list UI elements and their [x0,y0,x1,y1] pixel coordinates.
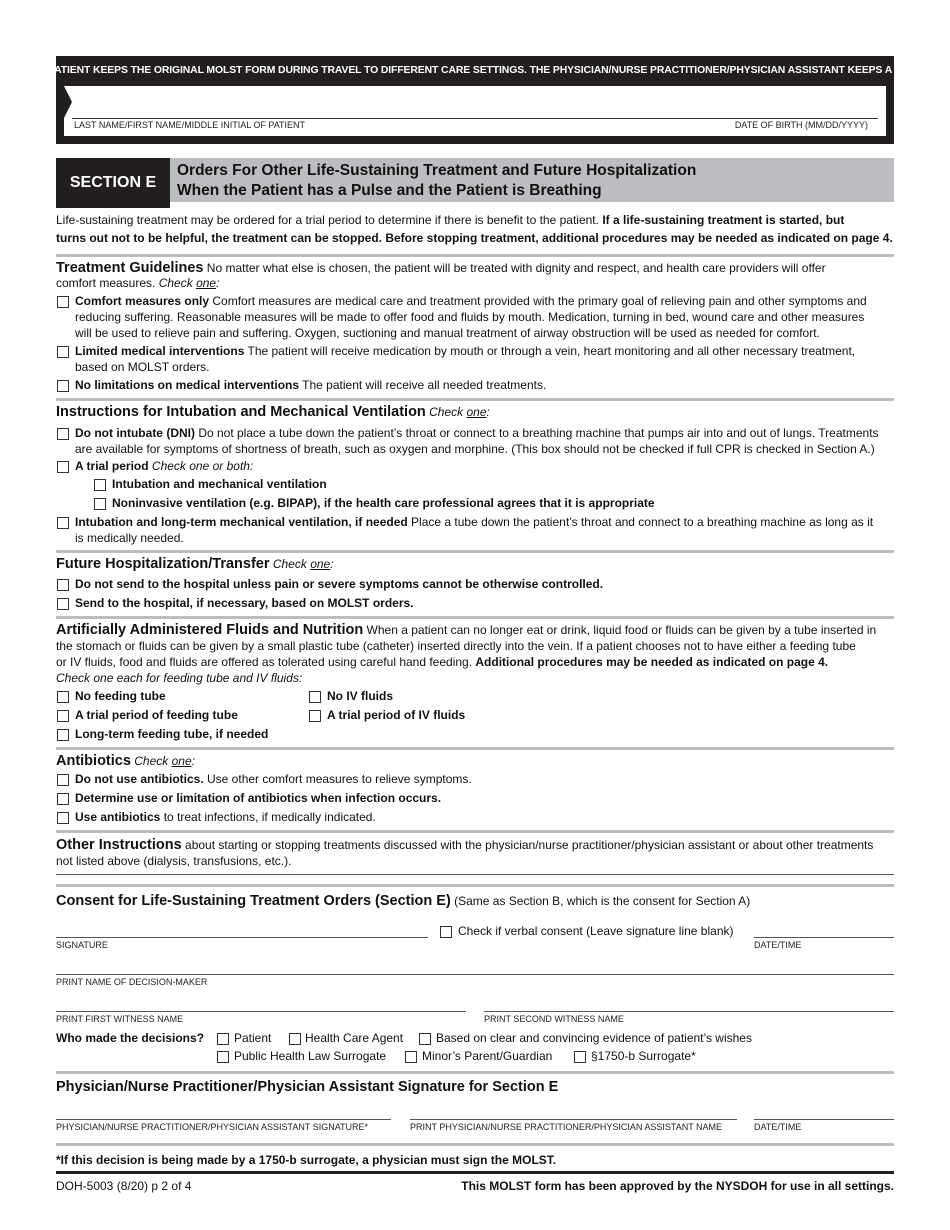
section-title-line1: Orders For Other Life-Sustaining Treatment and Future Hospitalization [177,162,697,179]
verbal-consent-checkbox[interactable] [440,926,452,938]
1750b-surrogate-label: §1750-b Surrogate* [591,1049,696,1063]
arrow-marker-icon [64,86,72,118]
witness2-label: PRINT SECOND WITNESS NAME [484,1014,624,1024]
consent-datetime-line[interactable] [754,937,894,938]
check-word: one [466,405,487,419]
comfort-desc1: Comfort measures are medical care and treatment provided with the primary goal of relieving pain and other symptoms and [209,294,867,308]
trial-label: A trial period [75,459,149,473]
limited-desc1: The patient will receive medication by mouth or through a vein, heart monitoring and all other necessary treatment, [244,344,856,358]
no-limitations-checkbox[interactable] [57,380,69,392]
section-title [170,158,894,202]
physician-datetime-line[interactable] [754,1119,894,1120]
other-instructions-line[interactable] [56,874,894,875]
check-colon: : [486,405,490,419]
longterm-ventilation-checkbox[interactable] [57,517,69,529]
comfort-line3: will be used to relieve pain and suffering. Oxygen, suctioning and manual treatment of airway obstruction will be used as needed for comfort. [75,326,820,340]
consent-datetime-label: DATE/TIME [754,940,802,950]
physician-signature-label: PHYSICIAN/NURSE PRACTITIONER/PHYSICIAN ASSISTANT SIGNATURE* [56,1122,369,1132]
send-hospital-checkbox[interactable] [57,598,69,610]
dni-line1 [75,425,879,441]
divider [56,616,894,619]
trial-feeding-tube-checkbox[interactable] [57,710,69,722]
fluids-line2: the stomach or fluids can be given by a small plastic tube (catheter) inserted directly into the vein. If a patient chooses not to have either a feeding tube [56,639,856,653]
check-word: one [171,754,192,768]
comfort-line2: reducing suffering. Reasonable measures will be made to offer food and fluids by mouth. Medication, turning in bed, wound care and other measures [75,310,865,324]
use-antibiotics-desc: to treat infections, if medically indicated. [160,810,376,824]
health-care-agent-label: Health Care Agent [305,1031,404,1045]
divider [56,1143,894,1146]
no-antibiotics-checkbox[interactable] [57,774,69,786]
form-id: DOH-5003 (8/20) p 2 of 4 [56,1179,192,1193]
antibiotics-heading-line [56,753,195,769]
longterm-desc1: Place a tube down the patient’s throat and connect to a breathing machine as long as it [407,515,874,529]
fluids-heading: Artificially Administered Fluids and Nutrition [56,622,364,638]
noninvasive-ventilation-label: Noninvasive ventilation (e.g. BIPAP), if the health care professional agrees that it is appropriate [112,496,655,510]
longterm-line2: is medically needed. [75,531,184,545]
fluids-desc3: or IV fluids, food and fluids are offered as tolerated using careful hand feeding. [56,655,476,669]
treatment-desc2: comfort measures. [56,276,159,290]
other-heading-line [56,837,873,853]
longterm-line1 [75,514,873,530]
surrogate-note: *If this decision is being made by a 1750-b surrogate, a physician must sign the MOLST. [56,1153,557,1167]
fluids-line3 [56,654,828,670]
no-hospital-label: Do not send to the hospital unless pain or severe symptoms cannot be otherwise controlled. [75,577,604,591]
comfort-measures-checkbox[interactable] [57,296,69,308]
check-prefix: Check [425,405,467,419]
approval-note: This MOLST form has been approved by the NYSDOH for use in all settings. [461,1179,894,1193]
check-word: one [310,557,331,571]
consent-note: (Same as Section B, which is the consent for Section A) [450,894,751,908]
divider [56,1071,894,1074]
fluids-desc1: When a patient can no longer eat or drink, liquid food or fluids can be given by a tube inserted in [363,623,877,637]
minor-parent-checkbox[interactable] [405,1051,417,1063]
intro-line1 [56,212,844,228]
trial-feeding-tube-label: A trial period of feeding tube [75,708,238,722]
dni-checkbox[interactable] [57,428,69,440]
antibiotics-heading: Antibiotics [56,753,131,769]
other-heading: Other Instructions [56,837,182,853]
hospital-heading: Future Hospitalization/Transfer [56,556,270,572]
check-prefix: Check [130,754,172,768]
witness1-label: PRINT FIRST WITNESS NAME [56,1014,184,1024]
who-decided-label: Who made the decisions? [56,1031,205,1045]
divider [56,398,894,401]
physician-name-label: PRINT PHYSICIAN/NURSE PRACTITIONER/PHYSICIAN ASSISTANT NAME [410,1122,723,1132]
no-antibiotics-desc: Use other comfort measures to relieve symptoms. [203,772,472,786]
check-prefix: Check [269,557,311,571]
treatment-desc: No matter what else is chosen, the patient will be treated with dignity and respect, and health care providers will offer [203,261,826,275]
treatment-heading: Treatment Guidelines [56,260,204,276]
limited-interventions-checkbox[interactable] [57,346,69,358]
clear-evidence-label: Based on clear and convincing evidence of patient’s wishes [436,1031,752,1045]
footer-bar [56,1171,894,1174]
intro-text: Life-sustaining treatment may be ordered for a trial period to determine if there is benefit to the patient. [56,213,603,227]
nolimit-label: No limitations on medical interventions [75,378,300,392]
no-feeding-tube-checkbox[interactable] [57,691,69,703]
witness1-line[interactable] [56,1011,466,1012]
fluids-bold: Additional procedures may be needed as indicated on page 4. [475,655,829,669]
no-antibiotics-label: Do not use antibiotics. [75,772,204,786]
check-colon: : [216,276,220,290]
comfort-line1 [75,293,867,309]
dni-label: Do not intubate (DNI) [75,426,195,440]
verbal-consent-label: Check if verbal consent (Leave signature line blank) [458,924,734,938]
longterm-feeding-tube-label: Long-term feeding tube, if needed [75,727,269,741]
determine-antibiotics-label: Determine use or limitation of antibiotics when infection occurs. [75,791,442,805]
divider [56,747,894,750]
limited-line1 [75,343,855,359]
1750b-surrogate-checkbox[interactable] [574,1051,586,1063]
section-title-line2: When the Patient has a Pulse and the Patient is Breathing [177,182,602,199]
use-antibiotics-label: Use antibiotics [75,810,161,824]
treatment-heading-line [56,260,826,276]
check-prefix: Check [158,276,197,290]
trial-period-checkbox[interactable] [57,461,69,473]
physician-name-line[interactable] [410,1119,737,1120]
other-desc1: about starting or stopping treatments discussed with the physician/nurse practitioner/physician assistant or about other treatments [181,838,874,852]
divider [56,884,894,887]
no-iv-fluids-label: No IV fluids [327,689,393,703]
patient-name-label: LAST NAME/FIRST NAME/MIDDLE INITIAL OF PATIENT [74,120,306,130]
section-badge: SECTION E [56,158,170,208]
clear-evidence-checkbox[interactable] [419,1033,431,1045]
patient-info-field[interactable] [64,86,886,136]
intubation-ventilation-checkbox[interactable] [94,479,106,491]
divider [56,830,894,833]
trial-iv-fluids-label: A trial period of IV fluids [327,708,466,722]
limited-line2: based on MOLST orders. [75,360,210,374]
trial-line [75,458,253,474]
patient-header [24,56,926,144]
physician-signature-line[interactable] [56,1119,391,1120]
other-line2: not listed above (dialysis, transfusions, etc.). [56,854,292,868]
send-hospital-label: Send to the hospital, if necessary, based on MOLST orders. [75,596,414,610]
intro-bold: If a life-sustaining treatment is started, but [602,213,845,227]
comfort-label: Comfort measures only [75,294,210,308]
decision-maker-line[interactable] [56,974,894,975]
public-health-surrogate-label: Public Health Law Surrogate [234,1049,387,1063]
hospital-heading-line [56,556,334,572]
decision-maker-label: PRINT NAME OF DECISION-MAKER [56,977,208,987]
intro-line2: turns out not to be helpful, the treatment can be stopped. Before stopping treatment, additional procedures may be needed as indicated on page 4. [56,231,893,245]
dob-label: DATE OF BIRTH (MM/DD/YYYY) [734,120,868,130]
no-antibiotics-line [75,771,472,787]
check-colon: : [330,557,334,571]
minor-parent-label: Minor’s Parent/Guardian [422,1049,553,1063]
limited-label: Limited medical interventions [75,344,245,358]
check-colon: : [191,754,195,768]
nolimit-line [75,377,546,393]
no-hospital-checkbox[interactable] [57,579,69,591]
signature-label: SIGNATURE [56,940,108,950]
determine-antibiotics-checkbox[interactable] [57,793,69,805]
health-care-agent-checkbox[interactable] [289,1033,301,1045]
physician-datetime-label: DATE/TIME [754,1122,802,1132]
physician-heading: Physician/Nurse Practitioner/Physician Assistant Signature for Section E [56,1079,559,1095]
signature-line[interactable] [56,937,428,938]
no-feeding-tube-label: No feeding tube [75,689,166,703]
trial-instruction: Check one or both: [148,459,254,473]
noninvasive-ventilation-checkbox[interactable] [94,498,106,510]
longterm-label: Intubation and long-term mechanical ventilation, if needed [75,515,408,529]
consent-heading: Consent for Life-Sustaining Treatment Orders (Section E) [56,893,451,909]
treatment-desc-line2 [56,275,219,291]
dni-desc1: Do not place a tube down the patient’s throat or connect to a breathing machine that pumps air into and out of lungs. Treatments [194,426,879,440]
consent-heading-line [56,893,750,909]
longterm-feeding-tube-checkbox[interactable] [57,729,69,741]
no-iv-fluids-checkbox[interactable] [309,691,321,703]
intubation-heading-line [56,404,490,420]
fluids-heading-line [56,622,876,638]
nolimit-desc: The patient will receive all needed treatments. [299,378,547,392]
patient-checkbox[interactable] [217,1033,229,1045]
public-health-surrogate-checkbox[interactable] [217,1051,229,1063]
intubation-heading: Instructions for Intubation and Mechanical Ventilation [56,404,426,420]
trial-iv-fluids-checkbox[interactable] [309,710,321,722]
fluids-instruction: Check one each for feeding tube and IV fluids: [56,671,303,685]
use-antibiotics-line [75,809,376,825]
divider [56,550,894,553]
divider [56,254,894,257]
use-antibiotics-checkbox[interactable] [57,812,69,824]
patient-name-line [72,118,878,119]
dni-line2: are available for symptoms of shortness of breath, such as oxygen and morphine. (This box should not be checked if full CPR is checked in Section A.) [75,442,875,456]
intubation-ventilation-label: Intubation and mechanical ventilation [112,477,327,491]
patient-label: Patient [234,1031,272,1045]
header-banner: THE PATIENT KEEPS THE ORIGINAL MOLST FORM DURING TRAVEL TO DIFFERENT CARE SETTINGS. THE PHYSICIAN/NURSE PRACTITIONER/PHYSICIAN ASSISTANT KEEPS A COPY. [24,64,926,76]
check-word: one [196,276,217,290]
witness2-line[interactable] [484,1011,894,1012]
